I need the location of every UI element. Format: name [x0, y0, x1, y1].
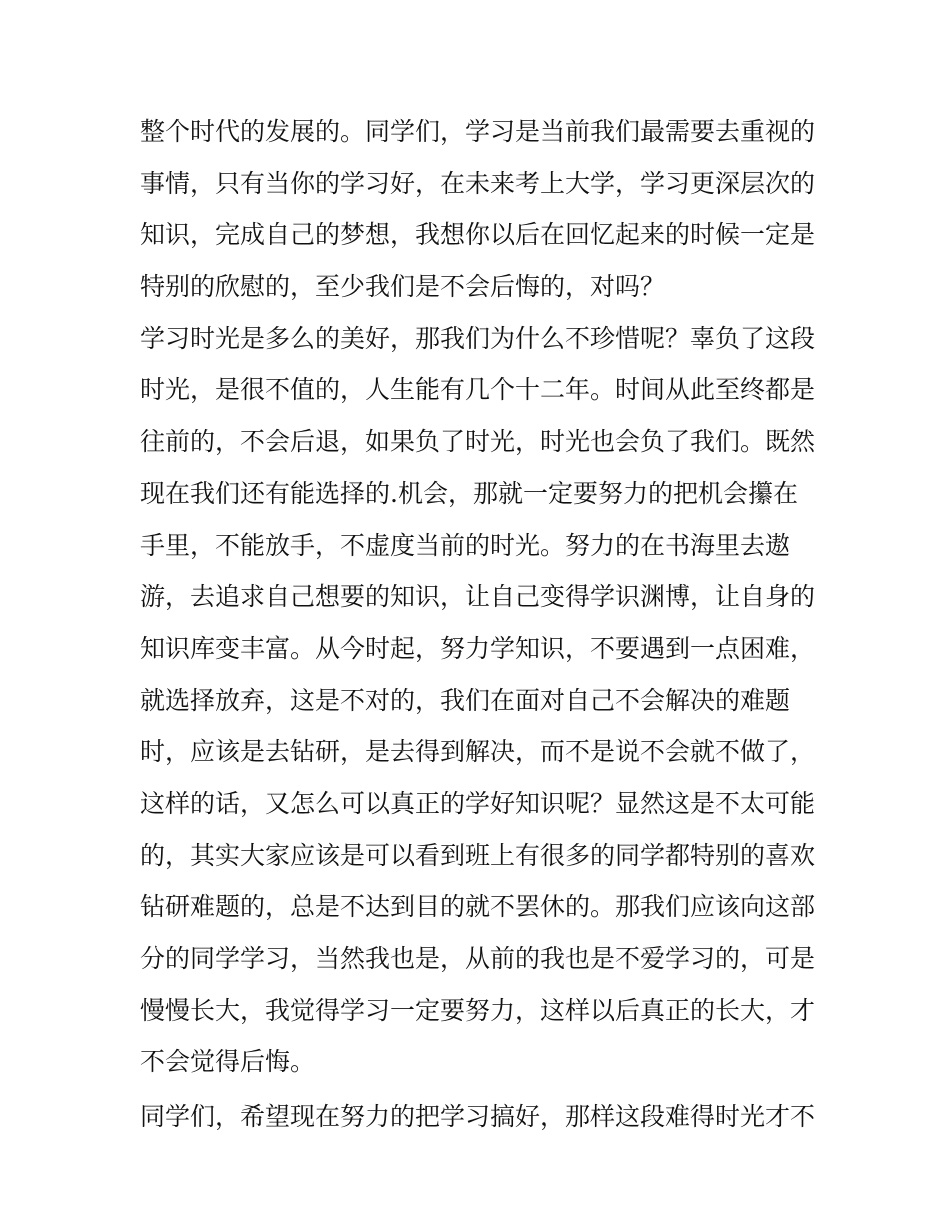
text-line: 钻研难题的，总是不达到目的就不罢休的。那我们应该向这部: [140, 892, 816, 922]
text-line: 时，应该是去钻研，是去得到解决，而不是说不会就不做了，: [140, 737, 816, 767]
text-line: 不会觉得后悔。: [140, 1047, 316, 1077]
text-line: 就选择放弃，这是不对的，我们在面对自己不会解决的难题: [140, 685, 791, 715]
text-line: 时光，是很不值的，人生能有几个十二年。时间从此至终都是: [140, 375, 816, 405]
text-line: 慢慢长大，我觉得学习一定要努力，这样以后真正的长大，才: [140, 995, 816, 1025]
text-line: 往前的，不会后退，如果负了时光，时光也会负了我们。既然: [140, 427, 816, 457]
text-line: 整个时代的发展的。同学们，学习是当前我们最需要去重视的: [140, 117, 816, 146]
document-body: [140, 106, 820, 1143]
text-line: 知识，完成自己的梦想，我想你以后在回忆起来的时候一定是: [140, 220, 816, 250]
text-line: 手里，不能放手，不虚度当前的时光。努力的在书海里去遨: [140, 530, 791, 560]
text-line: 知识库变丰富。从今时起，努力学知识，不要遇到一点困难，: [140, 633, 816, 663]
text-line: 同学们，希望现在努力的把学习搞好，那样这段难得时光才不: [140, 1102, 816, 1132]
text-line: 分的同学学习，当然我也是，从前的我也是不爱学习的，可是: [140, 944, 816, 973]
text-line: 这样的话，又怎么可以真正的学好知识呢？显然这是不太可能: [140, 788, 816, 818]
text-line: 现在我们还有能选择的.机会，那就一定要努力的把机会攥在: [140, 478, 798, 508]
text-line: 的，其实大家应该是可以看到班上有很多的同学都特别的喜欢: [140, 840, 816, 870]
text-line: 学习时光是多么的美好，那我们为什么不珍惜呢？辜负了这段: [140, 323, 816, 353]
text-line: 游，去追求自己想要的知识，让自己变得学识渊博，让自身的: [140, 582, 816, 612]
text-line: 特别的欣慰的，至少我们是不会后悔的，对吗？: [140, 272, 666, 302]
text-line: 事情，只有当你的学习好，在未来考上大学，学习更深层次的: [140, 168, 816, 198]
